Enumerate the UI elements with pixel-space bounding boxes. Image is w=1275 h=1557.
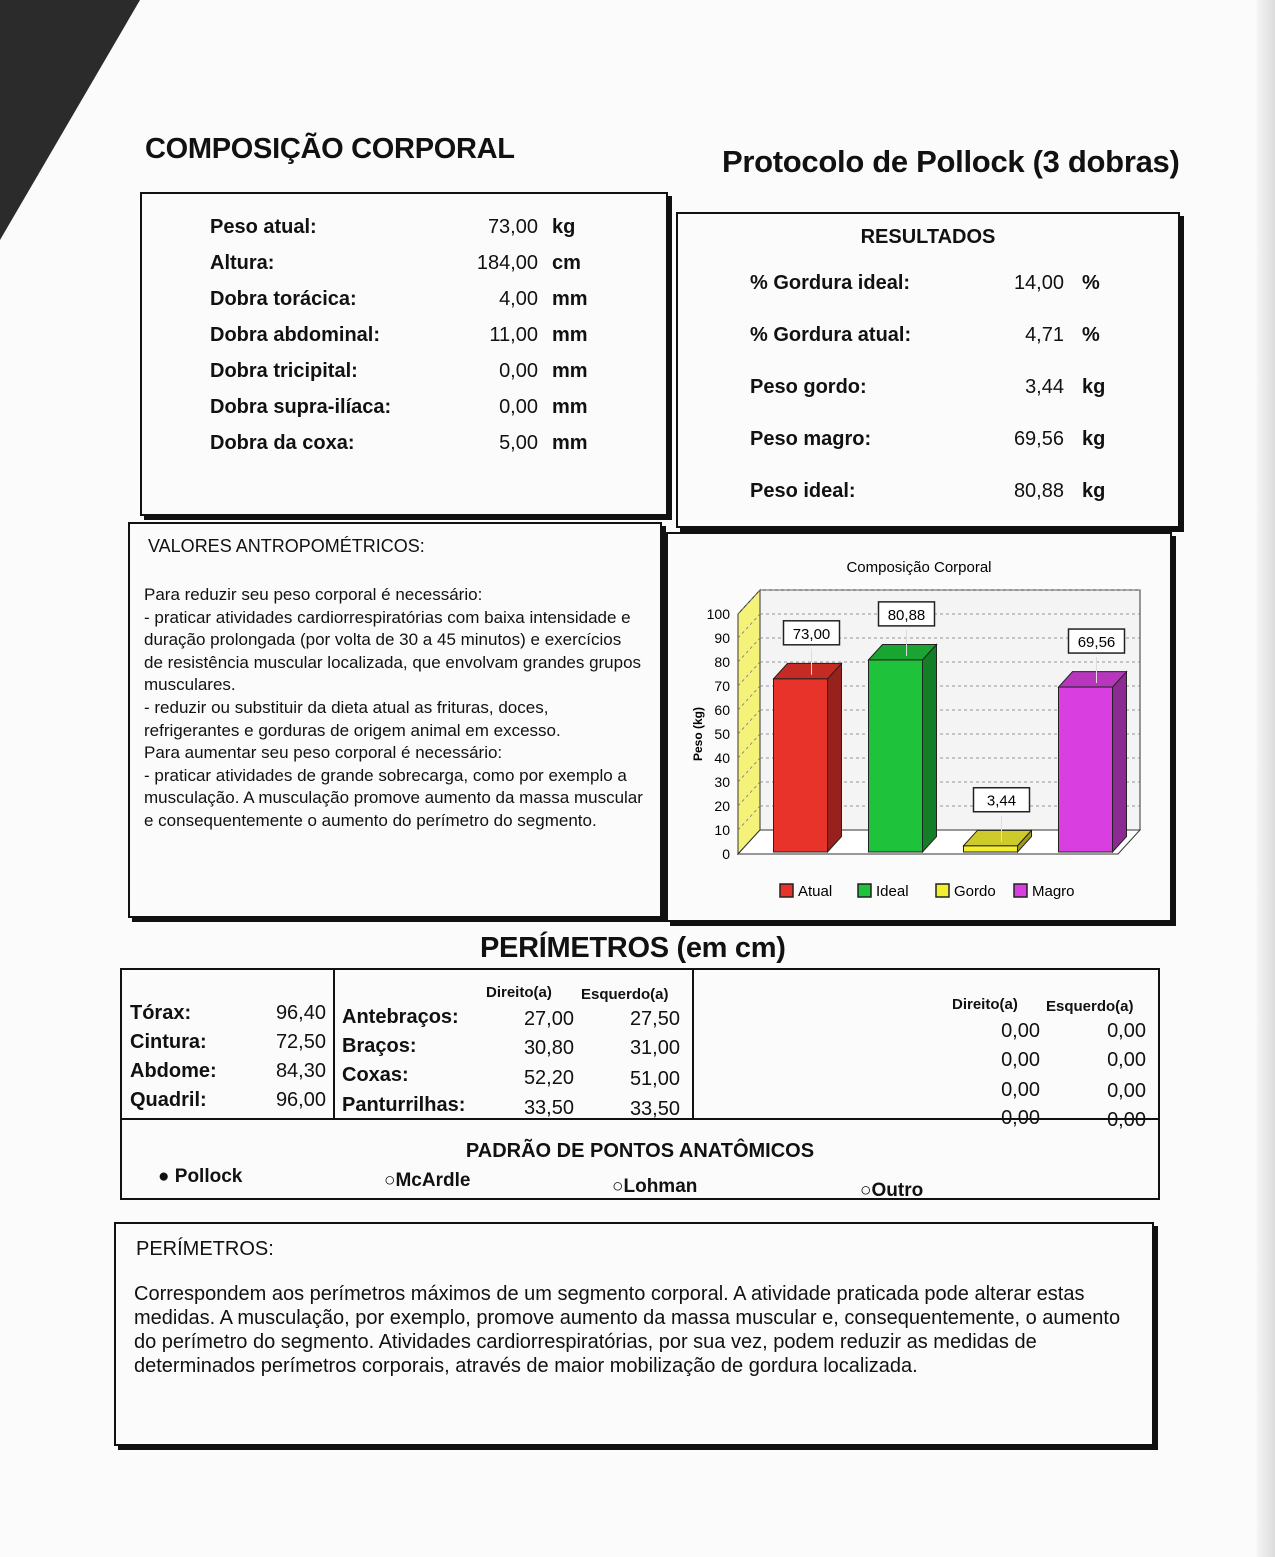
limb-value-left: 51,00 <box>629 1068 680 1090</box>
measure-label: Dobra torácica: <box>210 288 357 310</box>
results-title: RESULTADOS <box>860 226 996 248</box>
data-label: 73,00 <box>792 625 831 643</box>
extra-value-right: 0,00 <box>1001 1049 1040 1071</box>
divider <box>692 970 694 1118</box>
measure-unit: cm <box>552 252 581 274</box>
measure-value: 0,00 <box>499 360 538 382</box>
divider <box>333 970 335 1118</box>
anthropometric-paragraph: - praticar atividades cardiorrespiratórias com baixa intensidade e duração prolongada (por volta de 30 a 45 minutos) e exercícios de resistência muscular localizada, que envolvam grandes grupos musculares. <box>144 607 642 695</box>
result-row <box>678 324 1178 354</box>
y-tick-label: 10 <box>714 822 730 838</box>
y-tick-label: 60 <box>714 702 730 718</box>
measure-value: 5,00 <box>499 432 538 454</box>
anthropometric-panel <box>128 522 662 918</box>
trunk-value: 84,30 <box>275 1060 326 1082</box>
measure-row <box>142 360 666 390</box>
limb-value-left: 27,50 <box>629 1008 680 1030</box>
measure-row <box>142 288 666 318</box>
measure-value: 73,00 <box>487 216 538 238</box>
anthropometric-paragraph: Para aumentar seu peso corporal é necessário: <box>144 743 503 763</box>
legend-swatch-gordo <box>936 884 949 897</box>
radio-empty-icon: ○ <box>384 1170 396 1191</box>
anatomic-standard-title: PADRÃO DE PONTOS ANATÔMICOS <box>465 1140 815 1162</box>
result-row <box>678 480 1178 510</box>
radio-empty-icon: ○ <box>612 1176 624 1197</box>
bar-atual <box>774 679 828 852</box>
option-outro[interactable] <box>860 1180 923 1202</box>
y-tick-label: 80 <box>714 654 730 670</box>
result-label: Peso gordo: <box>750 376 867 398</box>
measure-value: 11,00 <box>489 324 538 346</box>
bar-side-magro <box>1113 672 1127 852</box>
perimetros-text-title: PERÍMETROS: <box>136 1238 274 1260</box>
result-value: 80,88 <box>1013 480 1064 502</box>
measure-row <box>142 216 666 246</box>
measure-unit: mm <box>552 288 588 310</box>
chart-panel <box>666 532 1172 922</box>
result-unit: kg <box>1082 428 1106 450</box>
legend-swatch-magro <box>1014 884 1027 897</box>
trunk-label: Cintura: <box>130 1031 207 1053</box>
measure-row <box>142 432 666 462</box>
anthropometric-paragraph: Para reduzir seu peso corporal é necessário: <box>144 585 483 604</box>
result-unit: kg <box>1082 480 1106 502</box>
limb-label: Braços: <box>342 1035 417 1057</box>
extra-value-right: 0,00 <box>1001 1020 1040 1042</box>
y-tick-label: 100 <box>706 606 730 622</box>
perimeters-panel <box>120 968 1160 1200</box>
data-label: 80,88 <box>887 606 926 624</box>
chart-side-wall <box>738 590 760 854</box>
data-label: 3,44 <box>986 792 1017 810</box>
perimetros-text-body: Correspondem aos perímetros máximos de um segmento corporal. A atividade praticada pode alterar estas medidas. A musculação, por exemplo, promove aumento da massa muscular e, consequentemente, o aumento do perímetro do segmento. Atividades cardiorrespiratórias, por sua vez, podem reduzir as medidas de determinados perímetros corporais, através de maior mobilização de gordura localizada. <box>134 1283 1121 1377</box>
result-value: 14,00 <box>1013 272 1064 294</box>
measure-unit: mm <box>552 360 588 382</box>
y-tick-label: 0 <box>722 846 730 862</box>
option-label: Pollock <box>174 1166 243 1187</box>
limb-value-left: 33,50 <box>629 1098 680 1120</box>
y-tick-label: 20 <box>714 798 730 814</box>
measure-label: Altura: <box>210 252 275 274</box>
page-right-edge <box>1257 0 1275 1557</box>
trunk-label: Quadril: <box>130 1089 207 1111</box>
results-panel <box>676 212 1180 528</box>
column-header-right: Direito(a) <box>486 984 552 1001</box>
radio-selected-icon: ● <box>158 1166 170 1187</box>
measure-label: Dobra tricipital: <box>210 360 358 382</box>
result-unit: % <box>1082 272 1100 294</box>
perimeters-title: PERÍMETROS (em cm) <box>480 932 786 964</box>
anthropometric-text <box>144 584 644 833</box>
extra-value-left: 0,00 <box>1107 1049 1146 1071</box>
legend-label: Magro <box>1032 883 1075 900</box>
y-tick-label: 40 <box>714 750 730 766</box>
extra-value-left: 0,00 <box>1107 1020 1146 1042</box>
legend-label: Gordo <box>954 883 996 900</box>
bar-magro <box>1059 687 1113 852</box>
data-label: 69,56 <box>1077 634 1116 652</box>
measures-panel <box>140 192 668 516</box>
result-label: % Gordura ideal: <box>750 272 911 294</box>
legend-label: Atual <box>798 883 833 900</box>
measure-unit: mm <box>552 432 588 454</box>
limb-value-right: 30,80 <box>523 1037 574 1059</box>
composition-bar-chart <box>668 534 1170 920</box>
limb-value-right: 52,20 <box>523 1067 574 1089</box>
result-value: 69,56 <box>1013 428 1064 450</box>
measure-row <box>142 396 666 426</box>
y-tick-label: 50 <box>714 726 730 742</box>
result-value: 3,44 <box>1025 376 1064 398</box>
radio-empty-icon: ○ <box>860 1180 872 1201</box>
result-unit: % <box>1082 324 1100 346</box>
anthropometric-paragraph: - praticar atividades de grande sobrecarga, como por exemplo a musculação. A musculação promove aumento da massa muscular e consequentemente o aumento do perímetro do segmento. <box>144 765 643 830</box>
trunk-value: 96,00 <box>275 1089 326 1111</box>
measure-label: Peso atual: <box>210 216 317 238</box>
result-value: 4,71 <box>1025 324 1064 346</box>
legend-swatch-atual <box>780 884 793 897</box>
section-title-composicao: COMPOSIÇÃO CORPORAL <box>145 133 515 165</box>
y-tick-label: 90 <box>714 630 730 646</box>
option-label: Lohman <box>623 1176 698 1197</box>
measure-unit: mm <box>552 324 588 346</box>
measure-unit: mm <box>552 396 588 418</box>
result-label: Peso ideal: <box>750 480 856 502</box>
bar-side-ideal <box>923 644 937 852</box>
limb-label: Antebraços: <box>342 1006 459 1028</box>
chart-title: Composição Corporal <box>846 559 992 576</box>
trunk-value: 96,40 <box>275 1002 326 1024</box>
option-label: McArdle <box>395 1170 471 1191</box>
measure-value: 4,00 <box>499 288 538 310</box>
limb-value-left: 31,00 <box>629 1037 680 1059</box>
section-title-protocolo: Protocolo de Pollock (3 dobras) <box>722 144 1180 179</box>
y-tick-label: 30 <box>714 774 730 790</box>
bar-gordo <box>964 846 1018 852</box>
result-row <box>678 272 1178 302</box>
result-row <box>678 428 1178 458</box>
measure-row <box>142 252 666 282</box>
column-header-right: Direito(a) <box>952 996 1018 1013</box>
option-lohman[interactable] <box>612 1176 697 1198</box>
measure-value: 0,00 <box>499 396 538 418</box>
y-tick-label: 70 <box>714 678 730 694</box>
column-header-left: Esquerdo(a) <box>581 986 669 1003</box>
perimetros-text-panel <box>114 1222 1154 1446</box>
measure-label: Dobra supra-ilíaca: <box>210 396 392 418</box>
trunk-value: 72,50 <box>275 1031 326 1053</box>
legend-swatch-ideal <box>858 884 871 897</box>
option-label: Outro <box>871 1180 924 1201</box>
result-row <box>678 376 1178 406</box>
page-corner-shadow <box>0 0 140 240</box>
result-unit: kg <box>1082 376 1106 398</box>
limb-value-right: 27,00 <box>523 1008 574 1030</box>
result-label: Peso magro: <box>750 428 872 450</box>
extra-value-left: 0,00 <box>1107 1109 1146 1131</box>
measure-label: Dobra da coxa: <box>210 432 355 454</box>
option-mcardle[interactable] <box>384 1170 470 1192</box>
limb-label: Coxas: <box>342 1064 409 1086</box>
bar-ideal <box>869 660 923 852</box>
legend-label: Ideal <box>876 883 909 900</box>
measure-label: Dobra abdominal: <box>210 324 381 346</box>
measure-row <box>142 324 666 354</box>
y-axis-label: Peso (kg) <box>691 706 705 762</box>
trunk-label: Abdome: <box>130 1060 217 1082</box>
anthropometric-title: VALORES ANTROPOMÉTRICOS: <box>148 536 425 556</box>
limb-value-right: 33,50 <box>523 1097 574 1119</box>
bar-side-atual <box>828 663 842 852</box>
extra-value-right: 0,00 <box>1001 1107 1040 1129</box>
result-label: % Gordura atual: <box>750 324 912 346</box>
extra-value-left: 0,00 <box>1107 1080 1146 1102</box>
column-header-left: Esquerdo(a) <box>1046 998 1134 1015</box>
extra-value-right: 0,00 <box>1001 1079 1040 1101</box>
measure-value: 184,00 <box>476 252 538 274</box>
anthropometric-paragraph: - reduzir ou substituir da dieta atual as frituras, doces, refrigerantes e gorduras de origem animal em excesso. <box>144 697 561 740</box>
measure-unit: kg <box>552 216 576 238</box>
limb-label: Panturrilhas: <box>342 1094 466 1116</box>
trunk-label: Tórax: <box>130 1002 192 1024</box>
option-pollock[interactable] <box>158 1166 242 1188</box>
